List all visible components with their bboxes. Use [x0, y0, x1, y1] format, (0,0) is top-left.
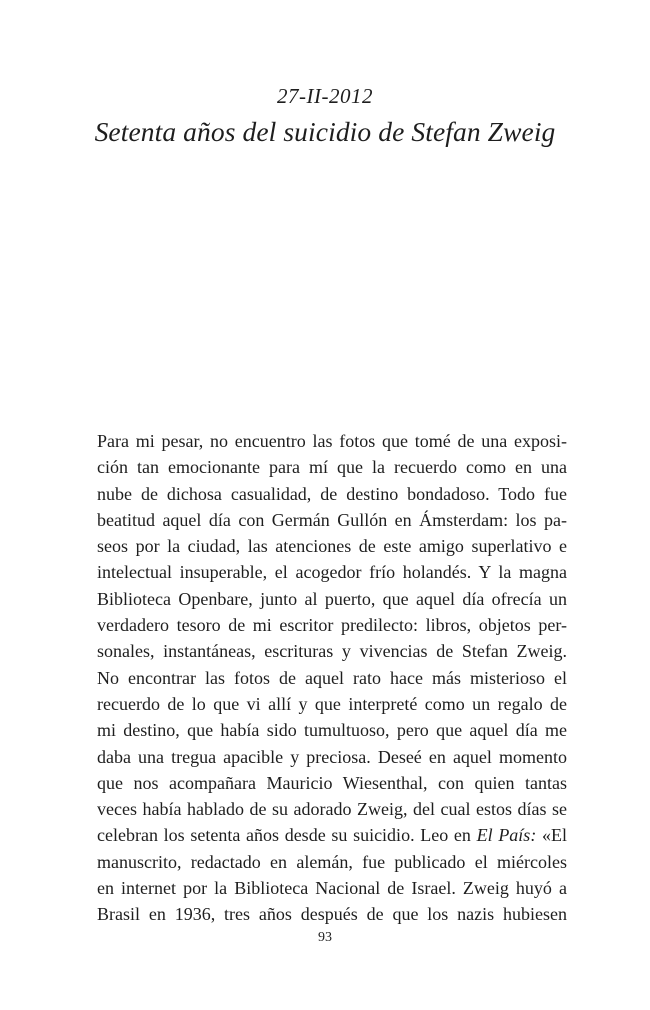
text-line: nube de dichosa casualidad, de destino bondadoso. Todo fue	[97, 483, 567, 504]
text-line: sonales, instantáneas, escrituras y vivencias de Stefan Zweig.	[97, 641, 567, 662]
text-line: veces había hablado de su adorado Zweig, del cual estos días se	[97, 799, 567, 820]
text-line: que nos acompañara Mauricio Wiesenthal, con quien tantas	[97, 772, 567, 793]
text-line: Brasil en 1936, tres años después de que los nazis hubiesen	[97, 904, 567, 925]
body-text	[97, 428, 567, 928]
text-line: seos por la ciudad, las atenciones de este amigo superlativo e	[97, 536, 567, 557]
text-line: No encontrar las fotos de aquel rato hace más misterioso el	[97, 667, 567, 688]
text-line-lead: celebran los setenta años desde su suicidio. Leo en	[97, 825, 477, 846]
text-line: recuerdo de lo que vi allí y que interpreté como un regalo de	[97, 693, 567, 714]
text-line: Biblioteca Openbare, junto al puerto, que aquel día ofrecía un	[97, 588, 567, 609]
chapter-title: Setenta años del suicidio de Stefan Zweig	[94, 116, 556, 147]
text-line: verdadero tesoro de mi escritor predilecto: libros, objetos per-	[97, 615, 567, 636]
text-line: intelectual insuperable, el acogedor frío holandés. Y la magna	[97, 562, 567, 583]
text-line: manuscrito, redactado en alemán, fue publicado el miércoles	[97, 851, 567, 872]
text-line-tail: «El	[536, 825, 568, 846]
text-line: ción tan emocionante para mí que la recuerdo como en una	[97, 457, 567, 478]
text-line: en internet por la Biblioteca Nacional de Israel. Zweig huyó a	[97, 878, 567, 899]
text-line: Para mi pesar, no encuentro las fotos que tomé de una exposi-	[97, 431, 567, 451]
text-line-with-citation	[97, 822, 567, 848]
entry-date: 27-II-2012	[277, 84, 373, 108]
text-line: beatitud aquel día con Germán Gullón en Ámsterdam: los pa-	[97, 509, 567, 530]
page-number: 93	[318, 930, 332, 945]
newspaper-title: El País:	[476, 825, 537, 846]
text-line: mi destino, que había sido tumultuoso, pero que aquel día me	[97, 720, 567, 741]
text-line: daba una tregua apacible y preciosa. Deseé en aquel momento	[97, 746, 567, 767]
